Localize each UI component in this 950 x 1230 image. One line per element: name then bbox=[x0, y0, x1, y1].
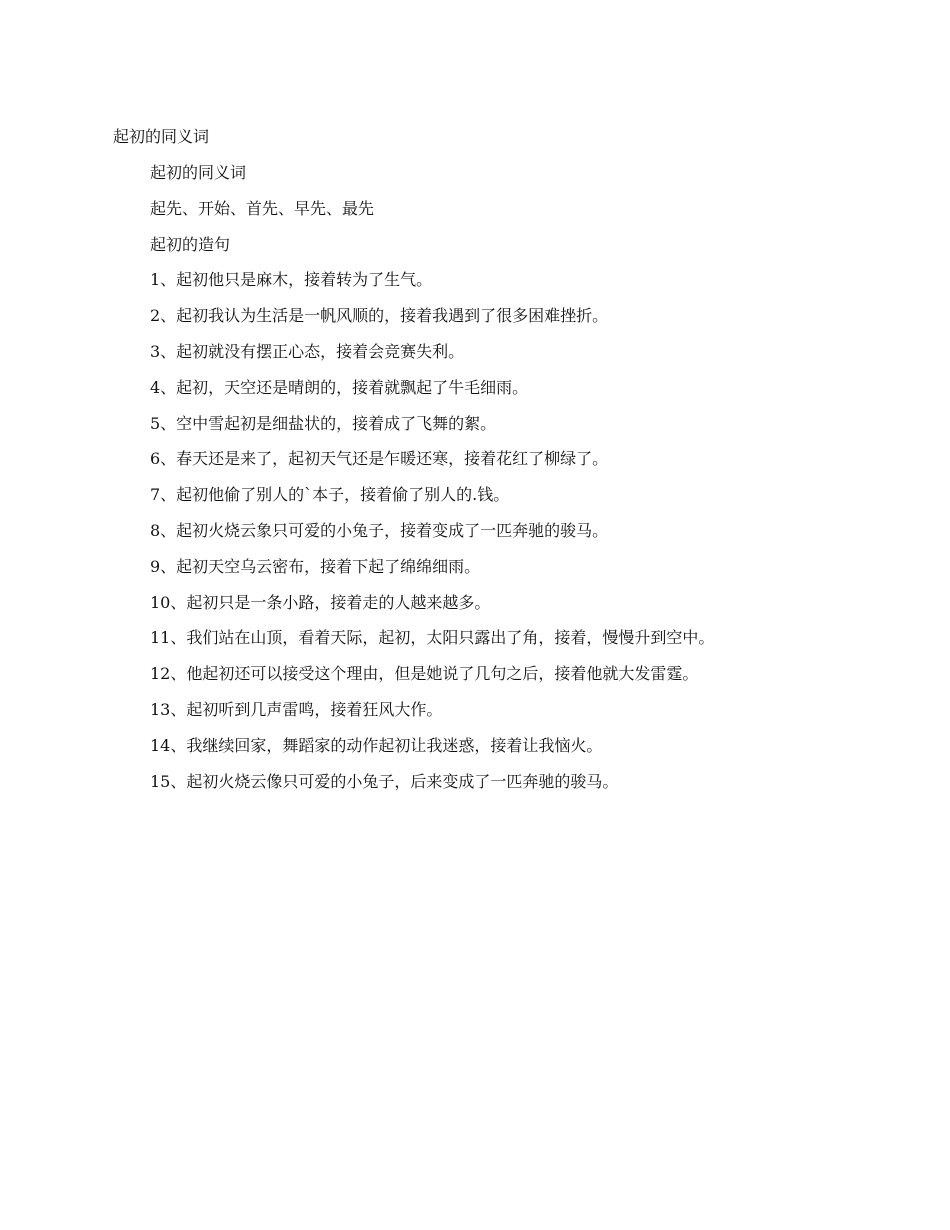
section-heading: 起初的同义词 bbox=[150, 163, 247, 182]
example-sentence: 7、起初他偷了别人的`本子，接着偷了别人的.钱。 bbox=[150, 485, 510, 505]
example-sentence: 1、起初他只是麻木，接着转为了生气。 bbox=[150, 270, 433, 290]
document-body bbox=[150, 162, 714, 806]
example-sentence: 14、我继续回家，舞蹈家的动作起初让我迷惑，接着让我恼火。 bbox=[150, 735, 603, 755]
example-sentence: 10、起初只是一条小路，接着走的人越来越多。 bbox=[150, 592, 491, 612]
example-sentence: 5、空中雪起初是细盐状的，接着成了飞舞的絮。 bbox=[150, 413, 497, 433]
example-sentence: 12、他起初还可以接受这个理由，但是她说了几句之后，接着他就大发雷霆。 bbox=[150, 664, 699, 684]
example-sentence: 2、起初我认为生活是一帆风顺的，接着我遇到了很多困难挫折。 bbox=[150, 306, 609, 326]
example-sentence: 15、起初火烧云像只可爱的小兔子，后来变成了一匹奔驰的骏马。 bbox=[150, 771, 619, 791]
example-sentence: 13、起初听到几声雷鸣，接着狂风大作。 bbox=[150, 699, 443, 719]
synonyms-line: 起先、开始、首先、早先、最先 bbox=[150, 198, 375, 218]
example-sentence: 6、春天还是来了，起初天气还是乍暖还寒，接着花红了柳绿了。 bbox=[150, 449, 609, 469]
example-sentence: 8、起初火烧云象只可爱的小兔子，接着变成了一匹奔驰的骏马。 bbox=[150, 520, 609, 540]
example-sentence: 11、我们站在山顶，看着天际，起初，太阳只露出了角，接着，慢慢升到空中。 bbox=[150, 628, 715, 648]
example-sentence-list bbox=[150, 269, 714, 806]
example-sentence: 4、起初，天空还是晴朗的，接着就飘起了牛毛细雨。 bbox=[150, 377, 529, 397]
example-sentence: 9、起初天空乌云密布，接着下起了绵绵细雨。 bbox=[150, 556, 481, 576]
example-sentence: 3、起初就没有摆正心态，接着会竞赛失利。 bbox=[150, 341, 465, 361]
document-title: 起初的同义词 bbox=[113, 127, 210, 146]
examples-heading: 起初的造句 bbox=[150, 234, 231, 254]
